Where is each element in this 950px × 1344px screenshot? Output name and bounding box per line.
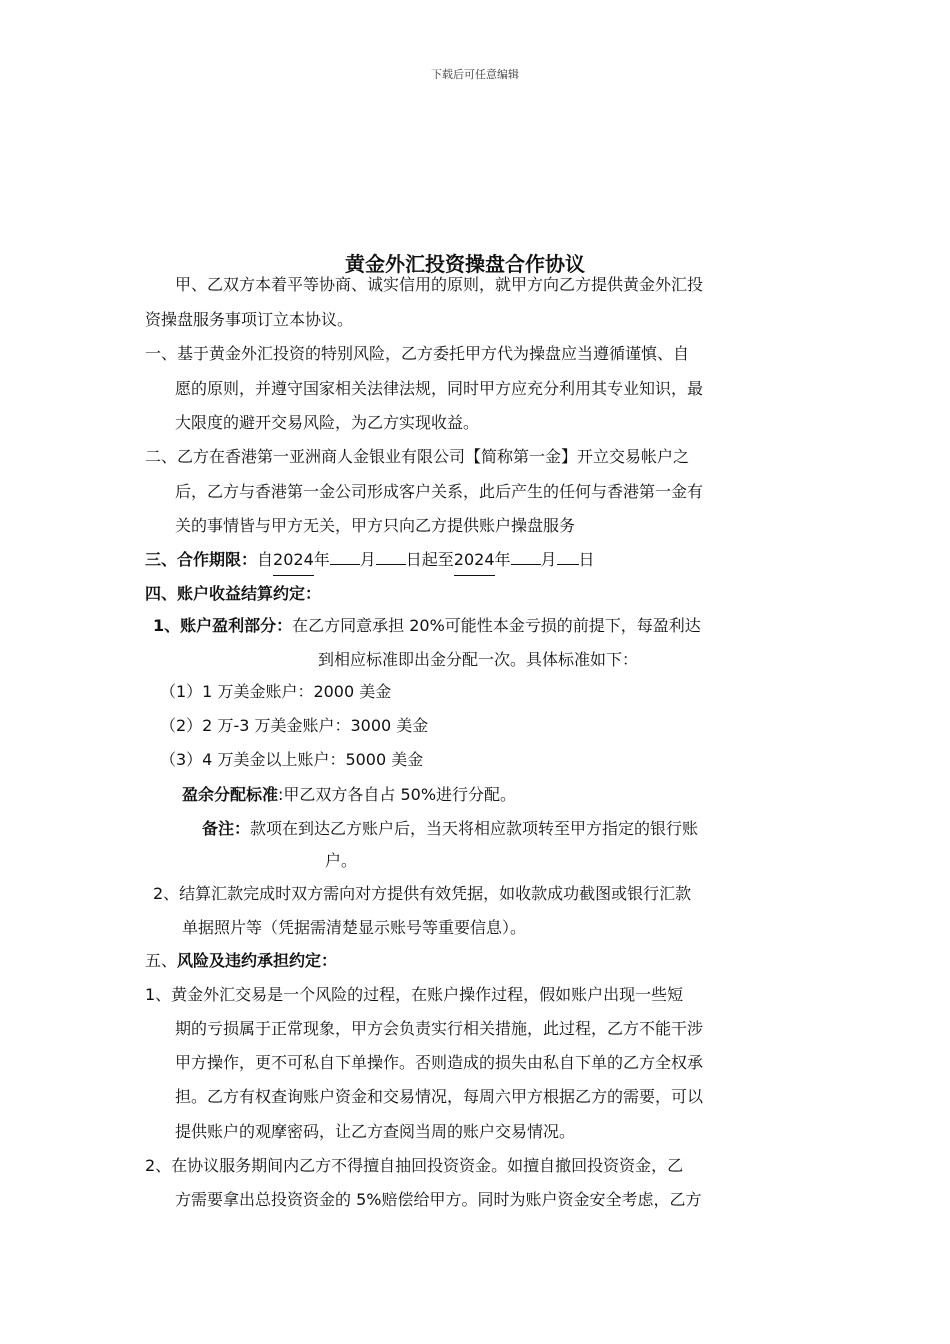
tier-item: （2）2 万-3 万美金账户：3000 美金 xyxy=(160,716,429,735)
clause5-item2-line: 2、在协议服务期间内乙方不得擅自抽回投资资金。如擅自撤回投资资金，乙 xyxy=(145,1156,684,1175)
month-char: 月 xyxy=(359,550,376,569)
term-year-end: 2024 xyxy=(454,545,495,576)
clause2-line: 关的事情皆与甲方无关，甲方只向乙方提供账户操盘服务 xyxy=(175,516,576,535)
term-year-start: 2024 xyxy=(273,545,314,576)
clause5-heading-line xyxy=(145,946,337,976)
term-day-from: 日起至 xyxy=(405,550,454,569)
clause2-line: 后，乙方与香港第一金公司形成客户关系，此后产生的任何与香港第一金有 xyxy=(175,482,704,501)
note-text: 款项在到达乙方账户后，当天将相应款项转至甲方指定的银行账 xyxy=(250,819,699,838)
term-from: 自 xyxy=(257,550,274,569)
clause3-term-line xyxy=(145,545,595,575)
clause5-item1-line: 提供账户的观摩密码，让乙方查阅当周的账户交易情况。 xyxy=(175,1122,576,1141)
term-day-start-blank xyxy=(376,564,406,565)
clause5-item1-line: 甲方操作，更不可私自下单操作。否则造成的损失由私自下单的乙方全权承 xyxy=(175,1053,704,1072)
header-note: 下载后可任意编辑 xyxy=(431,68,519,81)
clause5-item1-line: 担。乙方有权查询账户资金和交易情况，每周六甲方根据乙方的需要，可以 xyxy=(175,1087,704,1106)
clause4-item1-text: 在乙方同意承担 20%可能性本金亏损的前提下，每盈利达 xyxy=(292,616,701,635)
note-label: 备注： xyxy=(202,819,251,838)
clause4-item1-label: 1、账户盈利部分： xyxy=(153,616,293,635)
note-line xyxy=(202,814,698,844)
intro-line: 甲、乙双方本着平等协商、诚实信用的原则，就甲方向乙方提供黄金外汇投 xyxy=(175,275,704,294)
document-title: 黄金外汇投资操盘合作协议 xyxy=(345,252,585,276)
tier-item: （1）1 万美金账户：2000 美金 xyxy=(160,682,392,701)
term-day-end-blank xyxy=(557,564,579,565)
note-cont: 户。 xyxy=(325,851,358,870)
clause4-heading: 四、账户收益结算约定： xyxy=(145,584,322,603)
tier-item: （3）4 万美金以上账户：5000 美金 xyxy=(160,750,424,769)
clause5-item2-line: 方需要拿出总投资资金的 5%赔偿给甲方。同时为账户资金安全考虑，乙方 xyxy=(175,1190,702,1209)
clause5-heading: 风险及违约承担约定： xyxy=(177,951,338,970)
clause5-item1-line: 期的亏损属于正常现象，甲方会负责实行相关措施，此过程，乙方不能干涉 xyxy=(175,1019,704,1038)
clause5-item1-line: 1、黄金外汇交易是一个风险的过程，在账户操作过程，假如账户出现一些短 xyxy=(145,985,684,1004)
month-char: 月 xyxy=(540,550,557,569)
clause1-line: 愿的原则，并遵守国家相关法律法规，同时甲方应充分利用其专业知识，最 xyxy=(175,379,704,398)
split-label: 盈余分配标准 xyxy=(182,785,279,804)
clause1-line: 大限度的避开交易风险，为乙方实现收益。 xyxy=(175,413,480,432)
split-line xyxy=(182,780,516,810)
clause2-line: 二、乙方在香港第一亚洲商人金银业有限公司【简称第一金】开立交易帐户之 xyxy=(145,447,690,466)
term-month-start-blank xyxy=(330,564,360,565)
clause4-item1-line xyxy=(153,611,701,641)
clause3-label: 三、合作期限： xyxy=(145,550,258,569)
split-text: :甲乙双方各自占 50%进行分配。 xyxy=(278,785,517,804)
clause4-item2-line: 单据照片等（凭据需清楚显示账号等重要信息）。 xyxy=(182,918,527,937)
day-char: 日 xyxy=(578,550,595,569)
term-month-end-blank xyxy=(511,564,541,565)
year-char: 年 xyxy=(313,550,330,569)
clause4-item1-cont: 到相应标准即出金分配一次。具体标准如下： xyxy=(318,650,639,669)
intro-line: 资操盘服务事项订立本协议。 xyxy=(145,310,354,329)
year-char: 年 xyxy=(494,550,511,569)
clause5-prefix: 五、 xyxy=(145,951,178,970)
clause4-item2-line: 2、结算汇款完成时双方需向对方提供有效凭据，如收款成功截图或银行汇款 xyxy=(153,884,692,903)
clause1-line: 一、基于黄金外汇投资的特别风险，乙方委托甲方代为操盘应当遵循谨慎、自 xyxy=(145,344,690,363)
